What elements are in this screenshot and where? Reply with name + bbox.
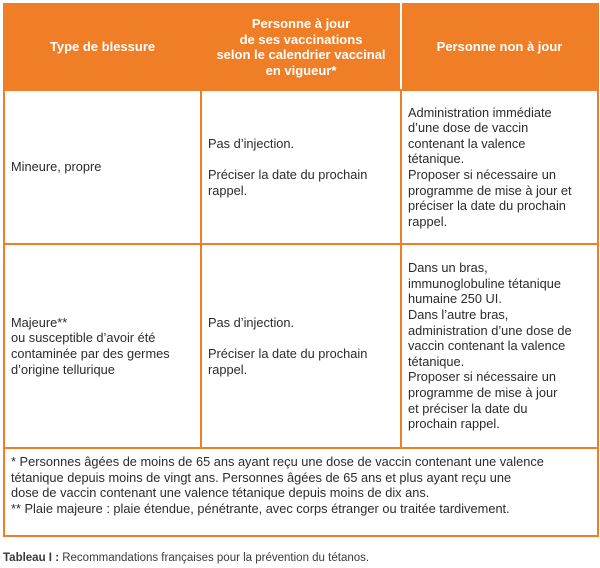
text-line: * Personnes âgées de moins de 65 ans ayant reçu une dose de vaccin contenant une valence xyxy=(11,454,544,469)
text-line: d’origine tellurique xyxy=(11,361,115,377)
header-line: Personne à jour xyxy=(251,16,351,31)
text-line: ou susceptible d’avoir été xyxy=(11,330,156,346)
tetanus-recommendations-table xyxy=(3,3,599,537)
text-line: Proposer si nécessaire un xyxy=(408,369,556,385)
text-line xyxy=(208,330,394,346)
text-line: immunoglobuline tétanique xyxy=(408,275,561,291)
text-line: Préciser la date du prochain xyxy=(208,346,368,361)
text-line: dose de vaccin contenant une valence tétanique depuis moins de dix ans. xyxy=(11,485,430,501)
text-line: Pas d’injection. xyxy=(208,314,295,330)
text-line: rappel. xyxy=(208,182,248,198)
text-line: humaine 250 UI. xyxy=(408,291,502,307)
text-line: tétanique depuis moins de vingt ans. Personnes âgées de 65 ans et plus ayant reçu une xyxy=(11,469,512,485)
text-line: ** Plaie majeure : plaie étendue, pénétrante, avec corps étranger ou traitée tardivement. xyxy=(11,500,510,516)
text-line: d’une dose de vaccin xyxy=(408,120,529,136)
header-line: selon le calendrier vaccinal xyxy=(216,47,386,62)
text-line: Majeure** xyxy=(11,314,68,330)
text-line: contaminée par des germes xyxy=(11,346,170,361)
table-row xyxy=(4,90,598,244)
cell-type xyxy=(4,244,201,448)
text-line: Pas d’injection. xyxy=(208,135,295,151)
table-caption xyxy=(3,552,369,564)
cell-a-jour xyxy=(201,90,401,244)
text-line: et préciser la date du xyxy=(408,400,528,416)
footnotes xyxy=(4,448,598,536)
cell-non-a-jour xyxy=(401,90,598,244)
table-row xyxy=(4,244,598,448)
header-personne-non-a-jour: Personne non à jour xyxy=(401,4,598,90)
text-line: Dans l’autre bras, xyxy=(408,307,509,323)
text-line: Mineure, propre xyxy=(11,159,102,175)
header-line: de ses vaccinations xyxy=(239,31,363,47)
text-line xyxy=(208,151,394,167)
text-line: Dans un bras, xyxy=(408,260,488,276)
text-line: rappel. xyxy=(208,361,248,377)
text-line: programme de mise à jour et xyxy=(408,182,572,198)
caption-text: Recommandations françaises pour la prévention du tétanos. xyxy=(59,552,370,564)
text-line: prochain rappel. xyxy=(408,416,500,432)
header-line: en vigueur* xyxy=(265,62,337,78)
cell-non-a-jour xyxy=(401,244,598,448)
text-line: tétanique. xyxy=(408,151,465,167)
text-line: Préciser la date du prochain xyxy=(208,167,368,182)
header-personne-a-jour xyxy=(201,4,401,90)
header-type-blessure: Type de blessure xyxy=(4,4,201,90)
cell-type xyxy=(4,90,201,244)
text-line: administration d’une dose de xyxy=(408,322,572,338)
header-row xyxy=(4,4,598,90)
text-line: rappel. xyxy=(408,213,448,229)
text-line: vaccin contenant la valence xyxy=(408,338,566,354)
text-line: préciser la date du prochain xyxy=(408,198,566,214)
text-line: Administration immédiate xyxy=(408,104,552,120)
text-line: tétanique. xyxy=(408,353,465,369)
text-line: programme de mise à jour xyxy=(408,384,558,400)
footnote-row xyxy=(4,448,598,536)
cell-a-jour xyxy=(201,244,401,448)
caption-label: Tableau I : xyxy=(3,552,60,564)
text-line: Proposer si nécessaire un xyxy=(408,167,556,182)
text-line: contenant la valence xyxy=(408,135,526,151)
